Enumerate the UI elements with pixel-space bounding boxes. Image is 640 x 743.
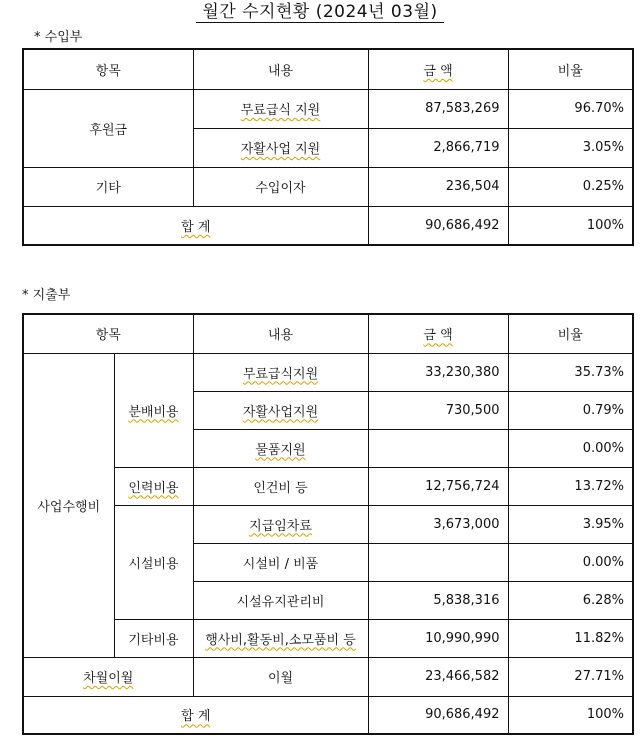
- income-row-content: 자활사업 지원: [193, 128, 368, 167]
- income-total-label: 합 계: [23, 206, 368, 245]
- expense-total-label: 합 계: [23, 696, 368, 734]
- expense-carryover-amount: 23,466,582: [368, 657, 508, 696]
- income-header-row: [23, 49, 633, 89]
- income-other-item: 기타: [23, 167, 193, 206]
- expense-section-label: * 지출부: [22, 288, 71, 303]
- expense-sub-distribution: 분배비용: [114, 353, 193, 467]
- table-row: [23, 89, 633, 128]
- income-row-ratio: 3.05%: [508, 128, 633, 167]
- expense-carryover-item: 차월이월: [23, 657, 193, 696]
- expense-row-amount: 10,990,990: [368, 619, 508, 657]
- income-other-content: 수입이자: [193, 167, 368, 206]
- income-group-sponsor: 후원금: [23, 89, 193, 167]
- expense-row-content: 시설비 / 비품: [193, 543, 368, 581]
- expense-row-ratio: 6.28%: [508, 581, 633, 619]
- expense-row-content: 행사비,활동비,소모품비 등: [193, 619, 368, 657]
- table-row: [23, 505, 633, 543]
- income-row-amount: 2,866,719: [368, 128, 508, 167]
- expense-row-amount: 33,230,380: [368, 353, 508, 391]
- expense-carryover-content: 이월: [193, 657, 368, 696]
- expense-header-amount: 금 액: [368, 314, 508, 353]
- expense-row-amount: 12,756,724: [368, 467, 508, 505]
- expense-row-ratio: 35.73%: [508, 353, 633, 391]
- expense-row-ratio: 13.72%: [508, 467, 633, 505]
- expense-header-row: [23, 314, 633, 353]
- expense-row-content: 무료급식지원: [193, 353, 368, 391]
- income-row-content: 무료급식 지원: [193, 89, 368, 128]
- income-table: [22, 48, 634, 246]
- expense-header-ratio: 비율: [508, 314, 633, 353]
- expense-row-amount: 730,500: [368, 391, 508, 429]
- table-row: [23, 619, 633, 657]
- expense-carryover-ratio: 27.71%: [508, 657, 633, 696]
- income-other-ratio: 0.25%: [508, 167, 633, 206]
- income-total-ratio: 100%: [508, 206, 633, 245]
- expense-row-content: 자활사업지원: [193, 391, 368, 429]
- income-header-amount: 금 액: [368, 49, 508, 89]
- expense-row-amount: [368, 543, 508, 581]
- expense-table: [22, 313, 634, 735]
- expense-header-content: 내용: [193, 314, 368, 353]
- income-total-amount: 90,686,492: [368, 206, 508, 245]
- expense-row-amount: [368, 429, 508, 467]
- expense-row-ratio: 0.79%: [508, 391, 633, 429]
- table-row: [23, 657, 633, 696]
- expense-row-content: 지급임차료: [193, 505, 368, 543]
- expense-row-amount: 5,838,316: [368, 581, 508, 619]
- expense-row-ratio: 3.95%: [508, 505, 633, 543]
- expense-row-ratio: 11.82%: [508, 619, 633, 657]
- income-header-item: 항목: [23, 49, 193, 89]
- expense-row-amount: 3,673,000: [368, 505, 508, 543]
- expense-row-ratio: 0.00%: [508, 429, 633, 467]
- income-row-amount: 87,583,269: [368, 89, 508, 128]
- table-row: [23, 167, 633, 206]
- expense-row-ratio: 0.00%: [508, 543, 633, 581]
- expense-row-content: 시설유지관리비: [193, 581, 368, 619]
- expense-header-item: 항목: [23, 314, 193, 353]
- expense-total-row: [23, 696, 633, 734]
- title-underline: [196, 22, 444, 23]
- page-title: 월간 수지현황 (2024년 03월): [202, 2, 438, 22]
- income-other-amount: 236,504: [368, 167, 508, 206]
- income-header-content: 내용: [193, 49, 368, 89]
- income-section-label: * 수입부: [34, 30, 83, 45]
- expense-category: 사업수행비: [23, 353, 114, 657]
- table-row: [23, 467, 633, 505]
- expense-total-ratio: 100%: [508, 696, 633, 734]
- income-row-ratio: 96.70%: [508, 89, 633, 128]
- expense-row-content: 물품지원: [193, 429, 368, 467]
- expense-sub-personnel: 인력비용: [114, 467, 193, 505]
- expense-sub-other: 기타비용: [114, 619, 193, 657]
- table-row: [23, 353, 633, 391]
- expense-total-amount: 90,686,492: [368, 696, 508, 734]
- expense-row-content: 인건비 등: [193, 467, 368, 505]
- income-total-row: [23, 206, 633, 245]
- expense-sub-facility: 시설비용: [114, 505, 193, 619]
- income-header-ratio: 비율: [508, 49, 633, 89]
